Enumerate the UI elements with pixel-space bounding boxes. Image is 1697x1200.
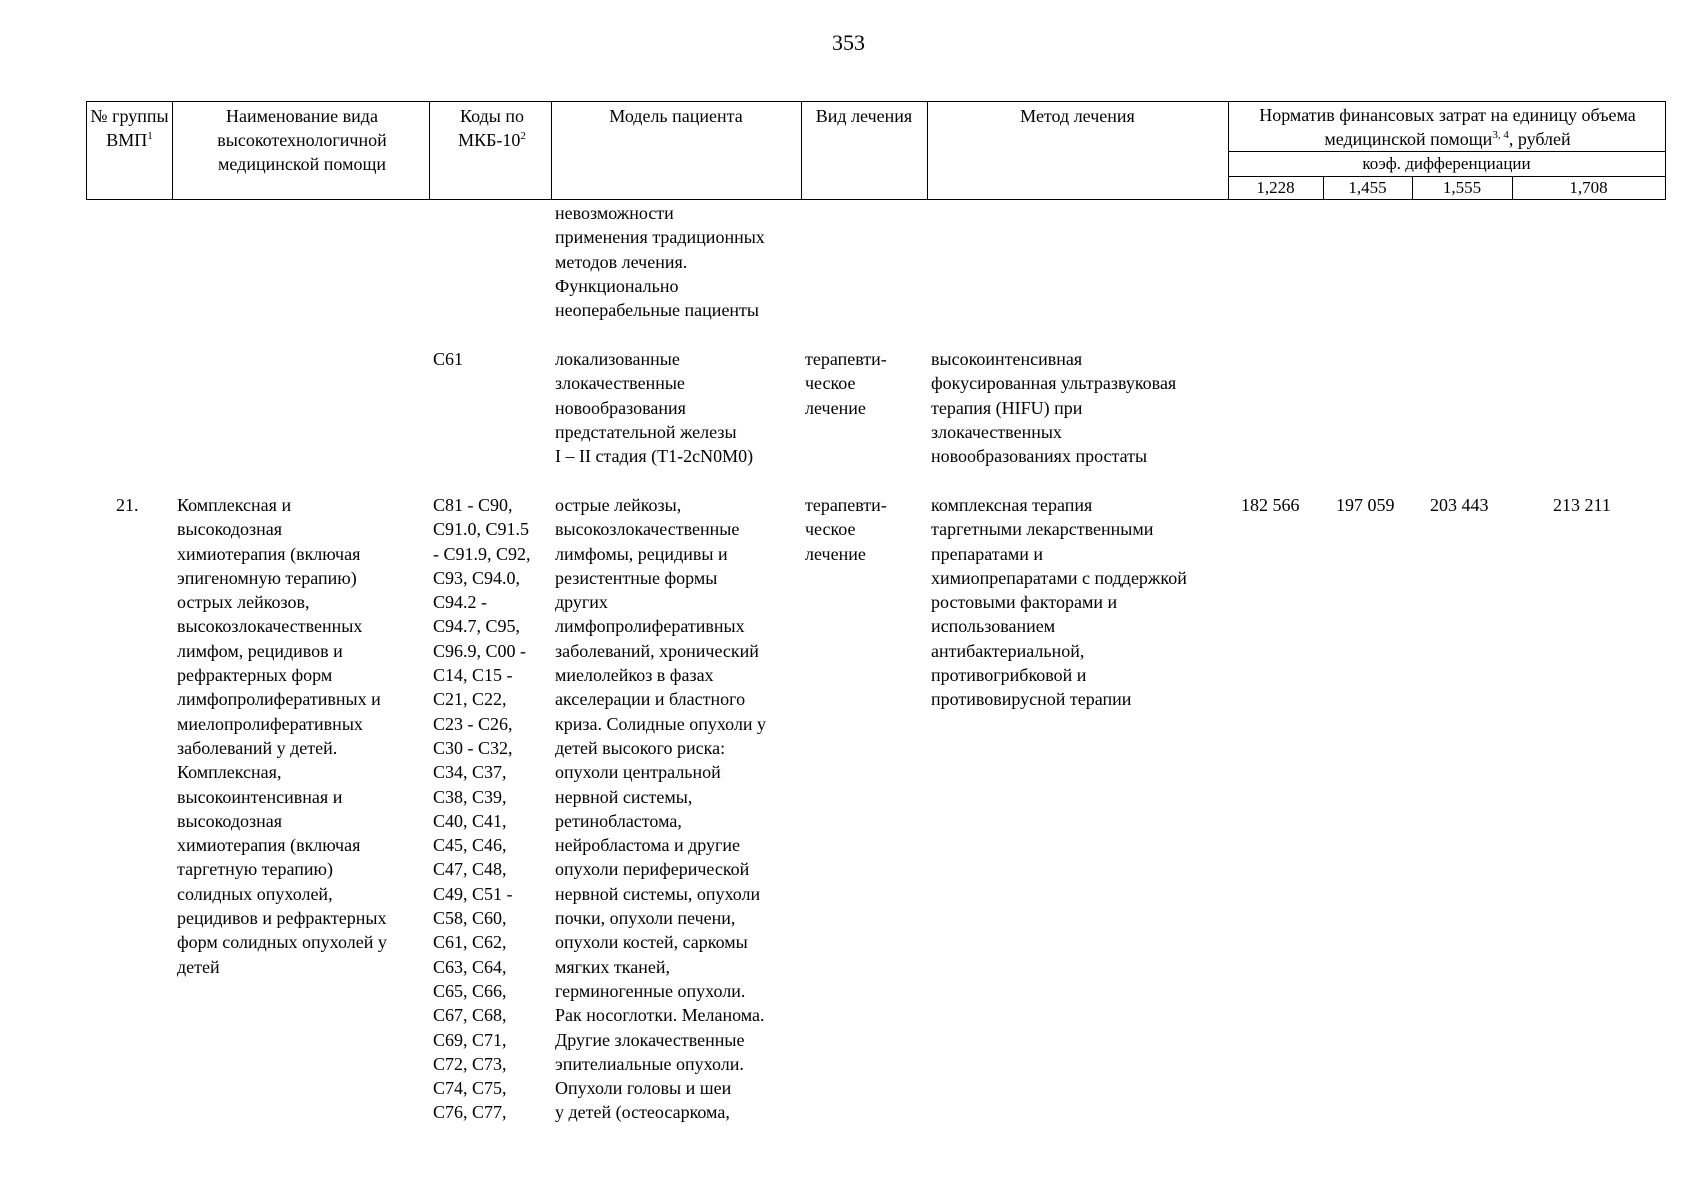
row-2-treatment-type: терапевти- ческое лечение xyxy=(805,495,887,564)
table-header xyxy=(86,101,1666,200)
row-2-model: острые лейкозы, высокозлокачественные лимфомы, рецидивы и резистентные формы других лимфопролиферативных заболеваний, хронический миелолейкоз в фазах акселерации и бластного криза. Солидные опухоли у детей высокого риска: опухоли центральной нервной системы, ретинобластома, нейробластома и другие опухоли периферической нервной системы, опухоли почки, опухоли печени, опухоли костей, саркомы мягких тканей, герминогенные опухоли. Рак носоглотки. Меланома. Другие злокачественные эпителиальные опухоли. Опухоли головы и шеи у детей (остеосаркома, xyxy=(555,495,767,1123)
header-coef-4: 1,708 xyxy=(1569,178,1608,197)
row-2-value-2: 197 059 xyxy=(1336,495,1395,515)
header-name: Наименование вида высокотехнологичной медицинской помощи xyxy=(217,106,387,174)
header-model: Модель пациента xyxy=(609,106,743,126)
row-2-value-3: 203 443 xyxy=(1430,495,1489,515)
header-coef-2: 1,455 xyxy=(1348,178,1387,197)
row-2-group-no: 21. xyxy=(116,495,139,515)
header-treatment-type: Вид лечения xyxy=(815,106,913,126)
header-group-no: № группы ВМП$^1$ xyxy=(90,106,169,150)
page-number: 353 xyxy=(832,30,865,55)
row-0-model: невозможности применения традиционных методов лечения. Функционально неоперабельные пациенты xyxy=(555,203,765,321)
row-1-model: локализованные злокачественные новообразования предстательной железы I – II стадия (T1-2cN0M0) xyxy=(555,349,754,467)
header-coef-3: 1,555 xyxy=(1442,178,1482,197)
row-2-method: комплексная терапия таргетными лекарственными препаратами и химиопрепаратами с поддержкой ростовыми факторами и использованием антибактериальной, противогрибковой и противовирусной терапии xyxy=(931,495,1187,710)
row-2-codes: C81 - C90, C91.0, C91.5 - C91.9, C92, C93, C94.0, C94.2 - C94.7, C95, C96.9, C00 - C14, C15 - C21, C22, C23 - C26, C30 - C32, C34, C37, C38, C39, C40, C41, C45, C46, C47, C48, C49, C51 - C58, C60, C61, C62, C63, C64, C65, C66, C67, C68, C69, C71, C72, C73, C74, C75, C76, C77, xyxy=(433,495,531,1123)
row-2-name: Комплексная и высокодозная химиотерапия (включая эпигеномную терапию) острых лейкозов, высокозлокачественных лимфом, рецидивов и рефрактерных форм лимфопролиферативных и миелопролиферативных заболеваний у детей. Комплексная, высокоинтенсивная и высокодозная химиотерапия (включая таргетную терапию) солидных опухолей, рецидивов и рефрактерных форм солидных опухолей у детей xyxy=(177,495,387,977)
row-2-value-4: 213 211 xyxy=(1553,495,1611,515)
header-coef-1: 1,228 xyxy=(1256,178,1295,197)
header-method: Метод лечения xyxy=(1020,106,1135,126)
row-1-method: высокоинтенсивная фокусированная ультразвуковая терапия (HIFU) при злокачественных новообразованиях простаты xyxy=(931,349,1177,467)
row-2-value-1: 182 566 xyxy=(1241,495,1300,515)
header-norm: Норматив финансовых затрат на единицу объема медицинской помощи$^{3, 4}$, рублей xyxy=(1259,105,1636,149)
row-1-codes: C61 xyxy=(433,349,464,369)
header-codes: Коды по МКБ-$10^2$ xyxy=(458,106,526,150)
row-1-treatment-type: терапевти- ческое лечение xyxy=(805,349,887,418)
header-coef-label: коэф. дифференциации xyxy=(1362,154,1531,173)
